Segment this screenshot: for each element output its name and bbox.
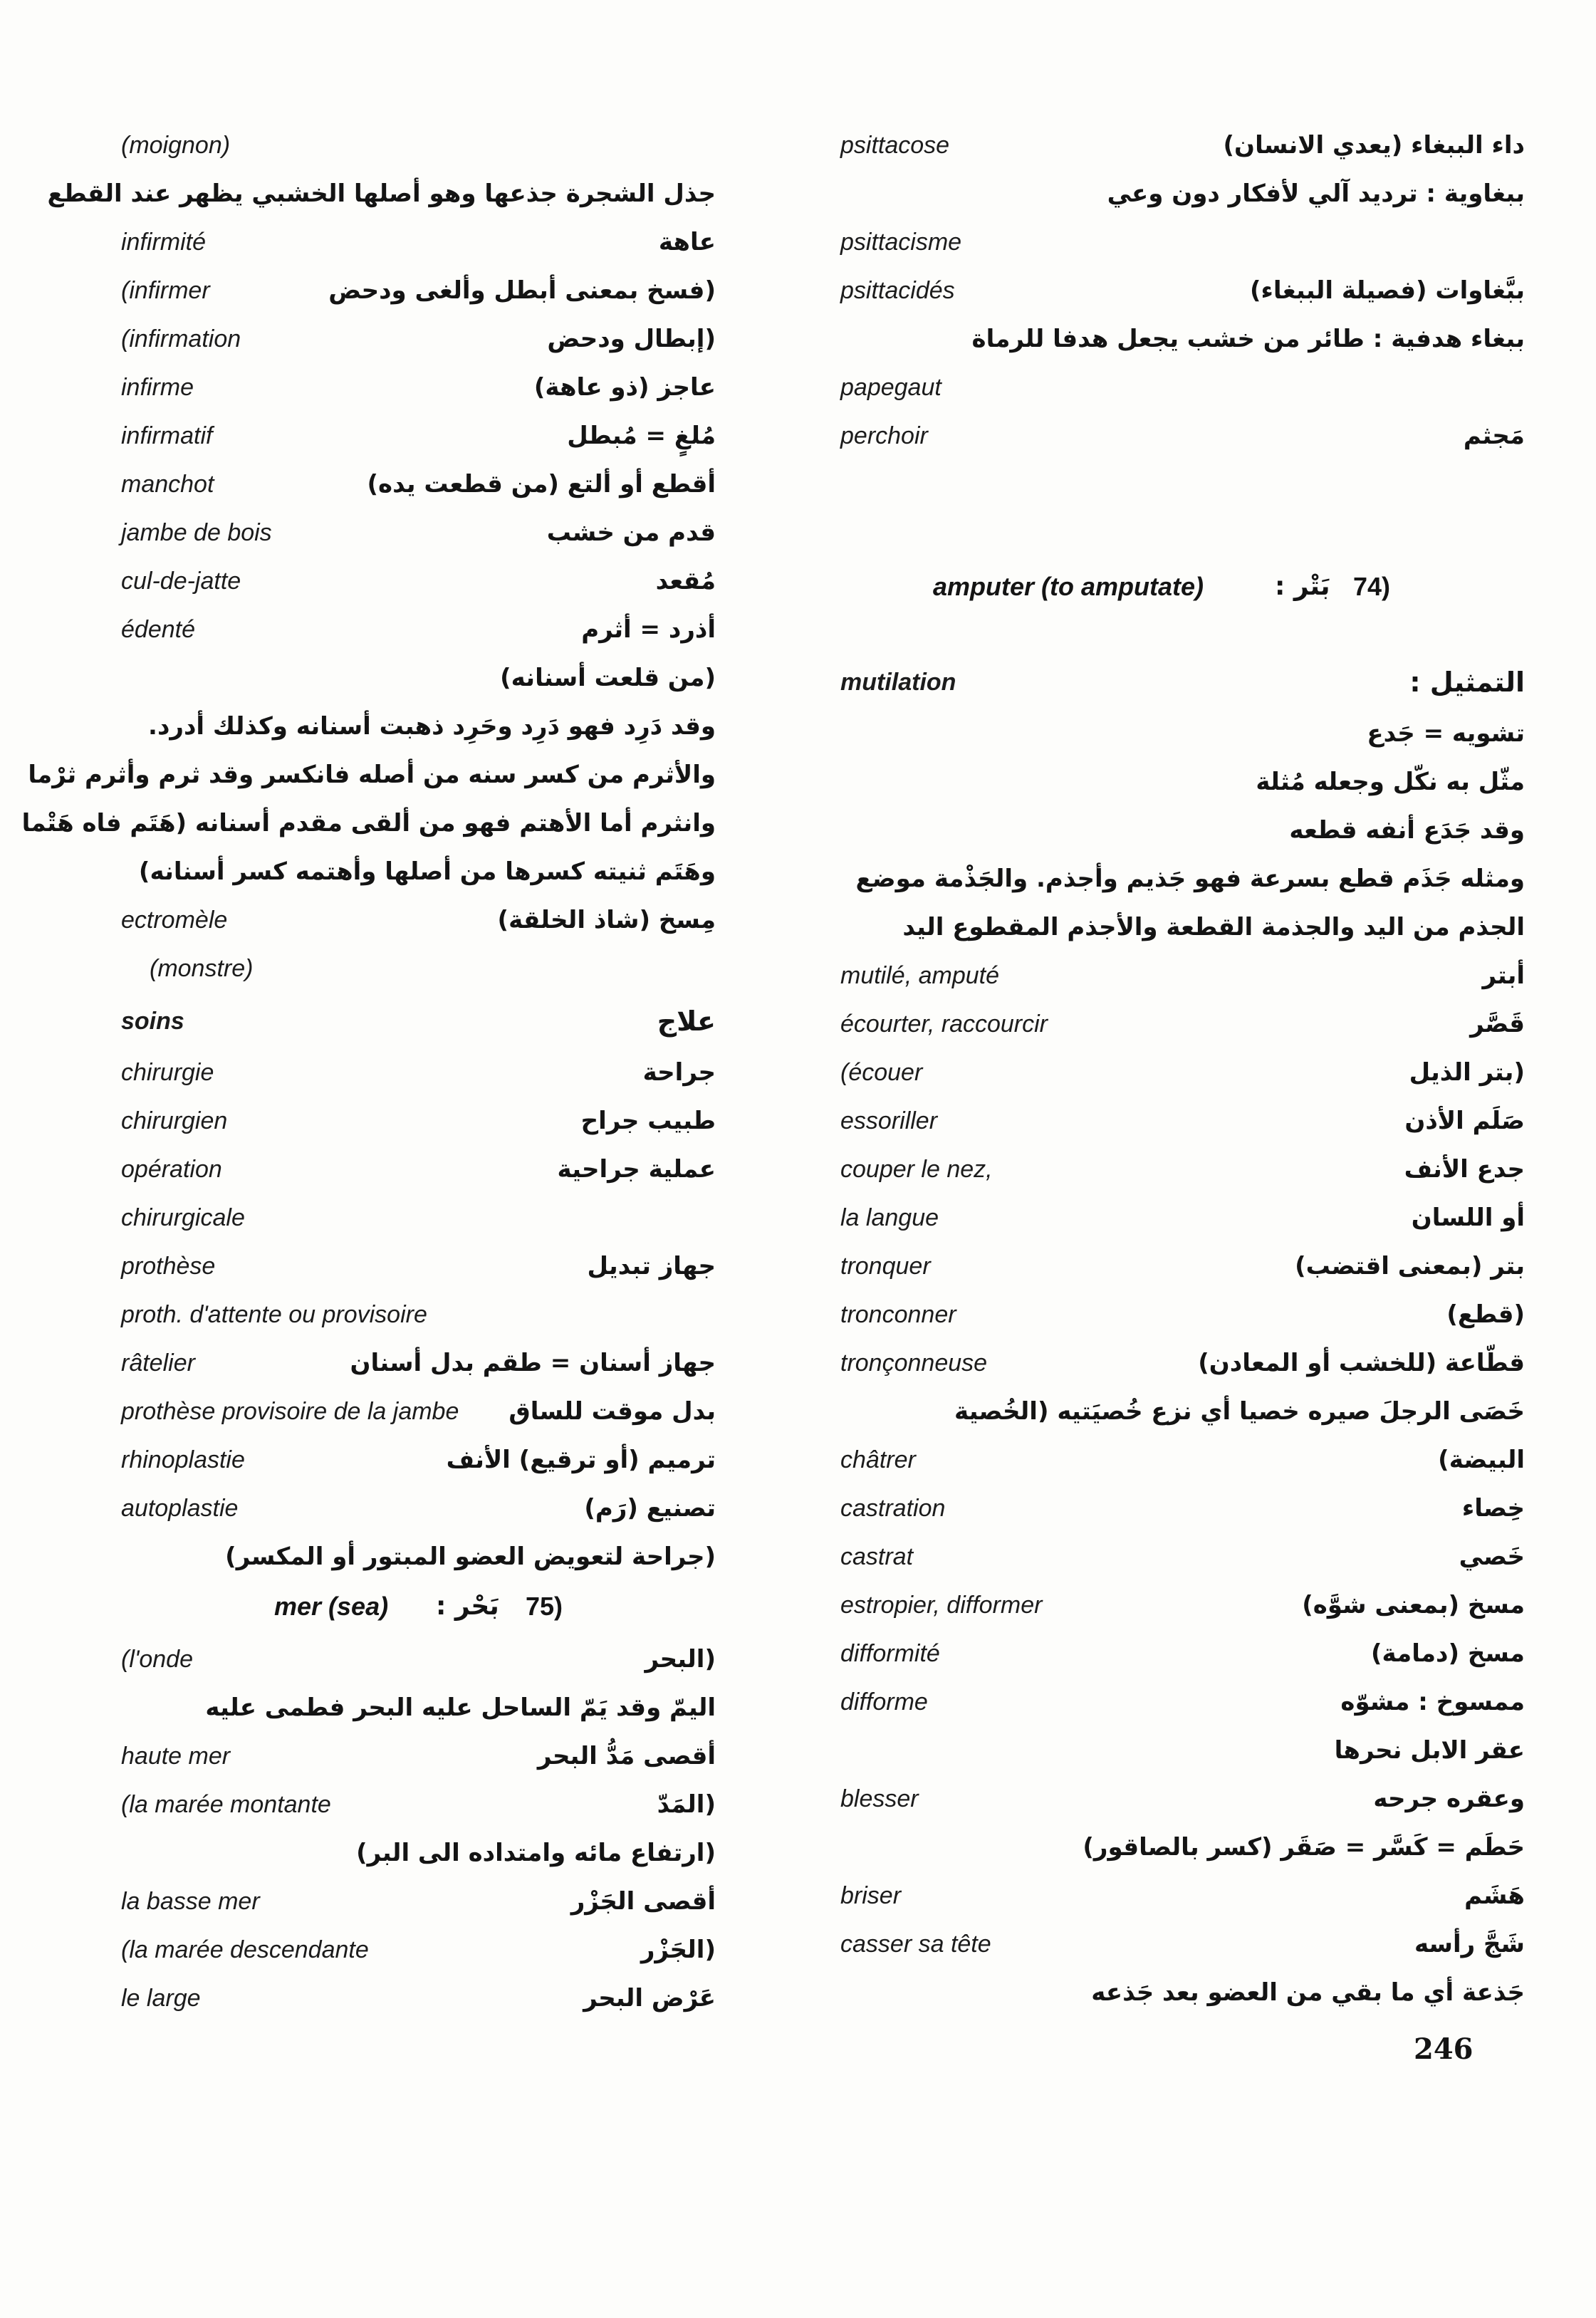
section-number: 75) — [526, 1592, 563, 1621]
arabic-text: تشويه = جَدع — [1367, 719, 1525, 748]
french-term: tronquer — [840, 1253, 931, 1280]
french-term: chirurgien — [121, 1107, 228, 1134]
entry-line — [0, 121, 798, 171]
entry-line — [0, 315, 798, 365]
french-term: estropier, difformer — [840, 1592, 1043, 1619]
arabic-text: هَشَم — [1464, 1881, 1525, 1910]
section-label: amputer (to amputate) — [933, 572, 1204, 601]
entry-line — [0, 169, 798, 219]
french-term: écourter, raccourcir — [840, 1011, 1048, 1038]
entry-line — [798, 1920, 1596, 1970]
arabic-text: شَجَّ رأسه — [1414, 1930, 1525, 1958]
arabic-text: خَصَى الرجلَ صيره خصيا أي نزع خُصيَتيه (الخُصية — [954, 1397, 1525, 1426]
french-term: mutilé, amputé — [840, 962, 999, 989]
arabic-text: ببغاء هدفية : طائر من خشب يجعل هدفا للرماة — [971, 325, 1525, 353]
entry-line — [0, 1290, 798, 1340]
arabic-text: صَلَم الأذن — [1404, 1107, 1525, 1135]
section-heading — [0, 1582, 798, 1632]
entry-line — [798, 1097, 1596, 1147]
french-term: tronçonneuse — [840, 1349, 988, 1377]
entry-line — [798, 412, 1596, 461]
arabic-text: (بتر الذيل — [1409, 1058, 1525, 1087]
arabic-text: أقطع أو ألتع (من قطعت يده) — [367, 470, 716, 498]
entry-line — [798, 1242, 1596, 1292]
french-term: râtelier — [121, 1349, 195, 1377]
arabic-text: وانثرم أما الأهتم فهو من ألقى مقدم أسنانه (هَتَم فاه هَتْما — [21, 809, 716, 837]
french-term: tronconner — [840, 1301, 956, 1328]
french-term: essoriller — [840, 1107, 938, 1134]
french-term: jambe de bois — [121, 519, 272, 546]
arabic-text: أذرد = أثرم — [581, 615, 716, 644]
entry-line — [0, 1194, 798, 1243]
entry-line — [0, 896, 798, 946]
french-term: (infirmer — [121, 277, 210, 304]
entry-line — [798, 1194, 1596, 1243]
entry-line — [798, 266, 1596, 316]
entry-line — [0, 847, 798, 897]
arabic-text: وعقره جرحه — [1373, 1785, 1525, 1813]
entry-line — [0, 1974, 798, 2024]
entry-line — [798, 855, 1596, 904]
french-term: briser — [840, 1882, 902, 1909]
entry-line — [0, 1635, 798, 1685]
entry-line — [798, 758, 1596, 808]
french-term: prothèse provisoire de la jambe — [121, 1398, 459, 1425]
entry-line — [0, 1926, 798, 1975]
arabic-text: عاجز (ذو عاهة) — [533, 373, 716, 402]
french-term: édenté — [121, 616, 195, 643]
arabic-text: قَصَّر — [1470, 1010, 1525, 1038]
arabic-text: جراحة — [642, 1058, 716, 1087]
entry-line — [798, 1968, 1596, 2018]
french-term: la langue — [840, 1204, 939, 1231]
arabic-text: علاج — [657, 1006, 716, 1037]
french-term: rhinoplastie — [121, 1446, 245, 1473]
french-term: châtrer — [840, 1446, 916, 1473]
entry-line — [798, 951, 1596, 1001]
french-term: difforme — [840, 1688, 928, 1716]
entry-line — [798, 1387, 1596, 1437]
arabic-text: مَجثم — [1463, 422, 1525, 450]
entry-line — [798, 709, 1596, 759]
french-term: prothèse — [121, 1253, 216, 1280]
arabic-text: بدل موقت للساق — [508, 1397, 716, 1426]
arabic-text: ببغاوية : ترديد آلي لأفكار دون وعي — [1107, 179, 1525, 208]
french-term: ectromèle — [121, 907, 228, 934]
entry-line — [0, 460, 798, 510]
arabic-text: والأثرم من كسر سنه من أصله فانكسر وقد ثرم وأثرم ثرْما — [28, 761, 716, 789]
arabic-text: مِسخ (شاذ الخلقة) — [497, 906, 716, 934]
entry-line — [0, 266, 798, 316]
entry-line — [0, 1533, 798, 1582]
entry-line — [798, 1823, 1596, 1873]
arabic-text: حَطَم = كَسَّر = صَقَر (كسر بالصاقور) — [1083, 1833, 1525, 1862]
entry-line — [0, 1387, 798, 1437]
arabic-text: مثّل به نكّل وجعله مُثلة — [1256, 768, 1525, 796]
arabic-text: وقد دَرِد فهو دَرِد وحَرِد ذهبت أسنانه وكذلك أدرد. — [148, 712, 716, 741]
french-term: papegaut — [840, 374, 942, 401]
arabic-text: عقر الابل نحرها — [1334, 1736, 1525, 1765]
arabic-text: أبتر — [1482, 961, 1525, 990]
arabic-text: (فسخ بمعنى أبطل وألغى ودحض — [328, 276, 716, 305]
entry-line — [0, 508, 798, 558]
entry-line — [798, 1484, 1596, 1534]
arabic-text: ببَّغاوات (فصيلة الببغاء) — [1250, 276, 1525, 305]
entry-line — [798, 363, 1596, 413]
arabic-text: عَرْض البحر — [583, 1984, 716, 2012]
french-term: (la marée montante — [121, 1791, 331, 1818]
entry-line — [798, 218, 1596, 268]
section-number: 74) — [1353, 572, 1391, 601]
entry-line — [0, 1683, 798, 1733]
french-term: psittacisme — [840, 229, 962, 256]
arabic-text: جهاز أسنان = طقم بدل أسنان — [350, 1349, 716, 1377]
arabic-text: أقصى مَدُّ البحر — [537, 1742, 716, 1770]
entry-line — [0, 363, 798, 413]
section-label: mer (sea) — [274, 1592, 389, 1621]
arabic-text: (البحر — [645, 1645, 716, 1674]
french-term: cul-de-jatte — [121, 568, 241, 595]
entry-line — [0, 1097, 798, 1147]
arabic-text: خَصي — [1459, 1542, 1525, 1571]
entry-line — [0, 1339, 798, 1389]
french-term: (moignon) — [121, 132, 231, 159]
entry-line — [0, 1780, 798, 1830]
arabic-text: التمثيل : — [1409, 667, 1525, 698]
french-term: casser sa tête — [840, 1931, 991, 1958]
arabic-text: قدم من خشب — [546, 518, 716, 547]
french-term: psittacidés — [840, 277, 955, 304]
entry-line — [0, 1484, 798, 1534]
french-term: difformité — [840, 1640, 940, 1667]
french-term: infirme — [121, 374, 194, 401]
entry-line — [0, 751, 798, 800]
french-term: (monstre) — [150, 955, 254, 982]
arabic-text: قطّاعة (للخشب أو المعادن) — [1198, 1349, 1525, 1377]
french-term: opération — [121, 1156, 222, 1183]
french-term: psittacose — [840, 132, 950, 159]
arabic-text: وهَتَم ثنيته كسرها من أصلها وأهتمه كسر أسنانه) — [138, 857, 716, 886]
arabic-text: وقد جَدَع أنفه قطعه — [1289, 816, 1525, 845]
french-term: la basse mer — [121, 1888, 260, 1915]
arabic-text: عاهة — [658, 228, 716, 256]
entry-line — [798, 658, 1596, 708]
arabic-text: أو اللسان — [1411, 1204, 1525, 1232]
entry-line — [0, 412, 798, 461]
entry-line — [798, 1145, 1596, 1195]
arabic-text: تصنيع (رَم) — [584, 1494, 716, 1523]
french-term: mutilation — [840, 669, 956, 696]
french-term: chirurgie — [121, 1059, 214, 1086]
arabic-text: أقصى الجَزْر — [570, 1887, 716, 1916]
arabic-text: مسخ (دمامة) — [1370, 1639, 1525, 1668]
arabic-text: جَذعة أي ما بقي من العضو بعد جَذعه — [1091, 1978, 1525, 2007]
french-term: couper le nez, — [840, 1156, 993, 1183]
entry-line — [0, 1436, 798, 1486]
french-term: blesser — [840, 1785, 919, 1812]
section-word: بَحْر : — [436, 1592, 499, 1621]
entry-line — [798, 1000, 1596, 1050]
entry-line — [798, 806, 1596, 856]
arabic-text: (جراحة لتعويض العضو المبتور أو المكسر) — [225, 1542, 716, 1571]
french-term: infirmatif — [121, 422, 213, 449]
french-term: manchot — [121, 471, 214, 498]
french-term: castration — [840, 1495, 946, 1522]
french-term: haute mer — [121, 1743, 231, 1770]
french-term: perchoir — [840, 422, 928, 449]
french-term: (la marée descendante — [121, 1936, 369, 1963]
entry-line — [798, 1533, 1596, 1582]
french-term: (écouer — [840, 1059, 923, 1086]
entry-line — [0, 1829, 798, 1879]
french-term: le large — [121, 1985, 201, 2012]
arabic-text: ومثله جَذَم قطع بسرعة فهو جَذيم وأجذم. والجَذْمة موضع — [855, 865, 1525, 893]
entry-line — [0, 557, 798, 607]
arabic-text: بتر (بمعنى اقتضب) — [1295, 1252, 1525, 1280]
arabic-text: مُقعد — [655, 567, 716, 595]
entry-line — [0, 997, 798, 1047]
entry-line — [0, 944, 798, 994]
french-term: autoplastie — [121, 1495, 239, 1522]
arabic-text: داء الببغاء (يعدي الانسان) — [1223, 131, 1525, 160]
arabic-text: جذل الشجرة جذعها وهو أصلها الخشبي يظهر عند القطع — [47, 179, 716, 208]
entry-line — [0, 1732, 798, 1782]
entry-line — [0, 1242, 798, 1292]
entry-line — [0, 1145, 798, 1195]
entry-line — [0, 1877, 798, 1927]
arabic-text: جهاز تبديل — [587, 1252, 716, 1280]
entry-line — [0, 702, 798, 752]
arabic-text: (المَدّ — [657, 1790, 716, 1819]
entry-line — [798, 903, 1596, 953]
section-word: بَتْر : — [1275, 572, 1330, 601]
entry-line — [798, 121, 1596, 171]
arabic-text: طبيب جراح — [580, 1107, 716, 1135]
page-number: 246 — [1414, 2032, 1474, 2066]
arabic-text: مسخ (بمعنى شوَّه) — [1302, 1591, 1525, 1619]
arabic-text: (من قلعت أسنانه) — [500, 664, 716, 692]
arabic-text: ترميم (أو ترقيع) الأنف — [446, 1446, 716, 1474]
arabic-text: ممسوخ : مشوّه — [1340, 1688, 1525, 1716]
section-heading — [798, 563, 1596, 612]
french-term: soins — [121, 1008, 184, 1035]
arabic-text: البيضة) — [1438, 1446, 1525, 1474]
entry-line — [0, 1048, 798, 1098]
entry-line — [798, 315, 1596, 365]
entry-line — [798, 1048, 1596, 1098]
arabic-text: اليمّ وقد يَمّ الساحل عليه البحر فطمى عليه — [205, 1693, 716, 1722]
entry-line — [798, 169, 1596, 219]
arabic-text: (قطع) — [1446, 1300, 1525, 1329]
entry-line — [798, 1339, 1596, 1389]
french-term: infirmité — [121, 229, 207, 256]
entry-line — [798, 1629, 1596, 1679]
entry-line — [0, 605, 798, 655]
french-term: proth. d'attente ou provisoire — [121, 1301, 427, 1328]
entry-line — [0, 654, 798, 704]
entry-line — [0, 799, 798, 849]
entry-line — [798, 1775, 1596, 1824]
arabic-text: الجذم من اليد والجذمة القطعة والأجذم المقطوع اليد — [902, 913, 1525, 941]
arabic-text: (ارتفاع مائه وامتداده الى البر) — [356, 1839, 716, 1867]
entry-line — [798, 1290, 1596, 1340]
arabic-text: مُلغٍ = مُبطل — [567, 422, 716, 450]
entry-line — [798, 1678, 1596, 1728]
french-term: (infirmation — [121, 325, 241, 353]
entry-line — [798, 1871, 1596, 1921]
entry-line — [798, 1436, 1596, 1486]
entry-line — [798, 1581, 1596, 1631]
french-term: chirurgicale — [121, 1204, 245, 1231]
arabic-text: جدع الأنف — [1404, 1155, 1525, 1184]
arabic-text: عملية جراحية — [557, 1155, 716, 1184]
french-term: castrat — [840, 1543, 914, 1570]
entry-line — [0, 218, 798, 268]
entry-line — [798, 1726, 1596, 1776]
arabic-text: (إبطال ودحض — [547, 325, 716, 353]
french-term: (l'onde — [121, 1646, 194, 1673]
arabic-text: خِصاء — [1461, 1494, 1525, 1523]
arabic-text: (الجَزْر — [640, 1936, 716, 1964]
